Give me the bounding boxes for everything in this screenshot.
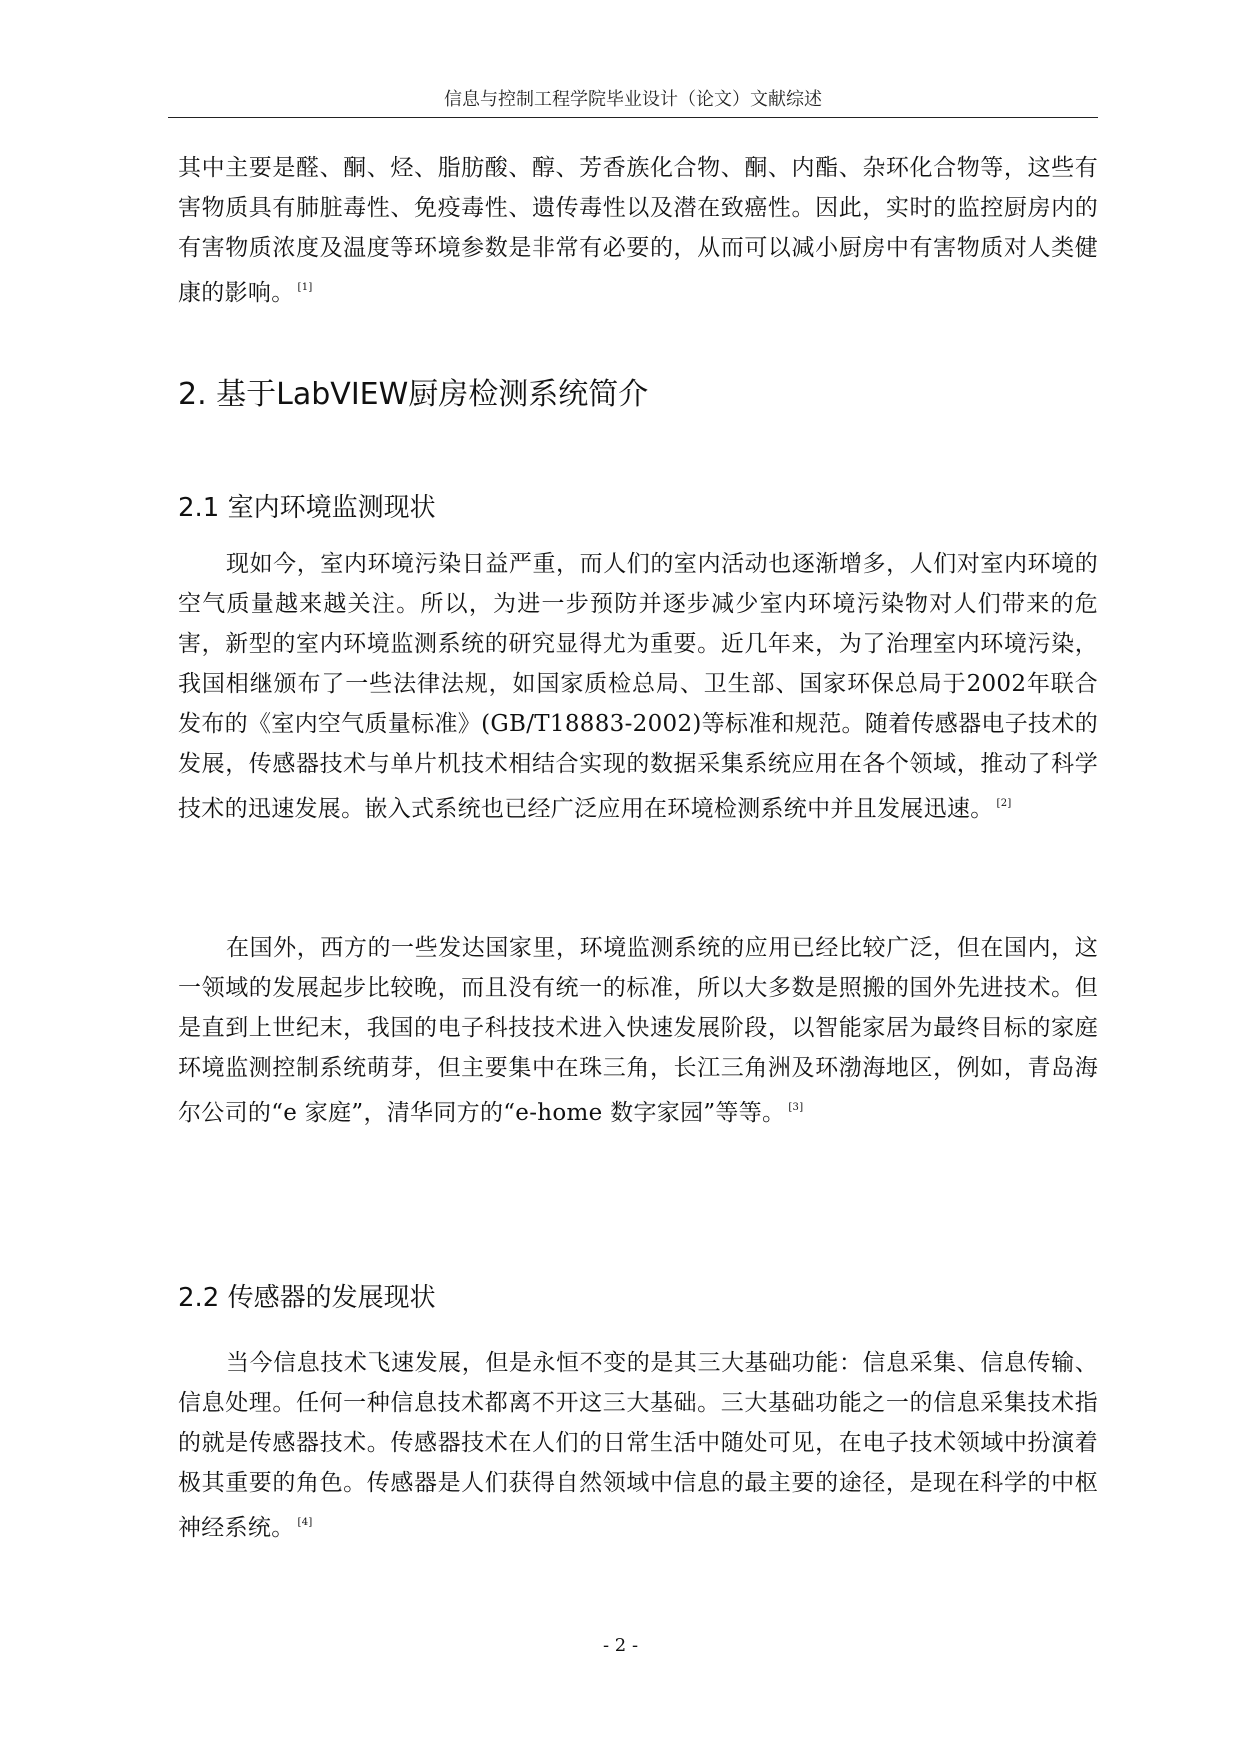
citation: [3] — [788, 1102, 804, 1113]
paragraph-indoor-monitoring — [178, 544, 1098, 829]
citation: [4] — [297, 1517, 313, 1528]
header-rule — [168, 117, 1098, 118]
page-header: 信息与控制工程学院毕业设计（论文）文献综述 — [444, 89, 822, 110]
paragraph-text: 当今信息技术飞速发展，但是永恒不变的是其三大基础功能：信息采集、信息传输、信息处理。任何一种信息技术都离不开这三大基础。三大基础功能之一的信息采集技术指的就是传感器技术。传感器技术在人们的日常生活中随处可见，在电子技术领域中扮演着极其重要的角色。传感器是人们获得自然领域中信息的最主要的途径，是现在科学的中枢神经系统。 — [178, 1350, 1098, 1541]
paragraph-intro-continued — [178, 148, 1098, 313]
paragraph-text: 其中主要是醛、酮、烃、脂肪酸、醇、芳香族化合物、酮、内酯、杂环化合物等，这些有害物质具有肺脏毒性、免疫毒性、遗传毒性以及潜在致癌性。因此，实时的监控厨房内的有害物质浓度及温度等环境参数是非常有必要的，从而可以减小厨房中有害物质对人类健康的影响。 — [178, 155, 1098, 306]
section-heading-2: 2. 基于LabVIEW厨房检测系统简介 — [178, 377, 649, 412]
subsection-heading-2-1: 2.1 室内环境监测现状 — [178, 493, 436, 523]
citation: [1] — [297, 282, 313, 293]
subsection-heading-2-2: 2.2 传感器的发展现状 — [178, 1283, 436, 1313]
page-number: - 2 - — [602, 1635, 639, 1656]
paragraph-domestic-foreign — [178, 928, 1098, 1133]
citation: [2] — [996, 798, 1012, 809]
paragraph-text: 现如今，室内环境污染日益严重，而人们的室内活动也逐渐增多，人们对室内环境的空气质量越来越关注。所以，为进一步预防并逐步减少室内环境污染物对人们带来的危害，新型的室内环境监测系统的研究显得尤为重要。近几年来，为了治理室内环境污染，我国相继颁布了一些法律法规，如国家质检总局、卫生部、国家环保总局于2002年联合发布的《室内空气质量标准》(GB/T18883-2002)等标准和规范。随着传感器电子技术的发展，传感器技术与单片机技术相结合实现的数据采集系统应用在各个领域，推动了科学技术的迅速发展。嵌入式系统也已经广泛应用在环境检测系统中并且发展迅速。 — [178, 551, 1098, 822]
paragraph-sensor-development — [178, 1343, 1098, 1548]
paragraph-text: 在国外，西方的一些发达国家里，环境监测系统的应用已经比较广泛，但在国内，这一领域的发展起步比较晚，而且没有统一的标准，所以大多数是照搬的国外先进技术。但是直到上世纪末，我国的电子科技技术进入快速发展阶段，以智能家居为最终目标的家庭环境监测控制系统萌芽，但主要集中在珠三角，长江三角洲及环渤海地区，例如，青岛海尔公司的“e 家庭”，清华同方的“e-home 数字家园”等等。 — [178, 935, 1098, 1126]
